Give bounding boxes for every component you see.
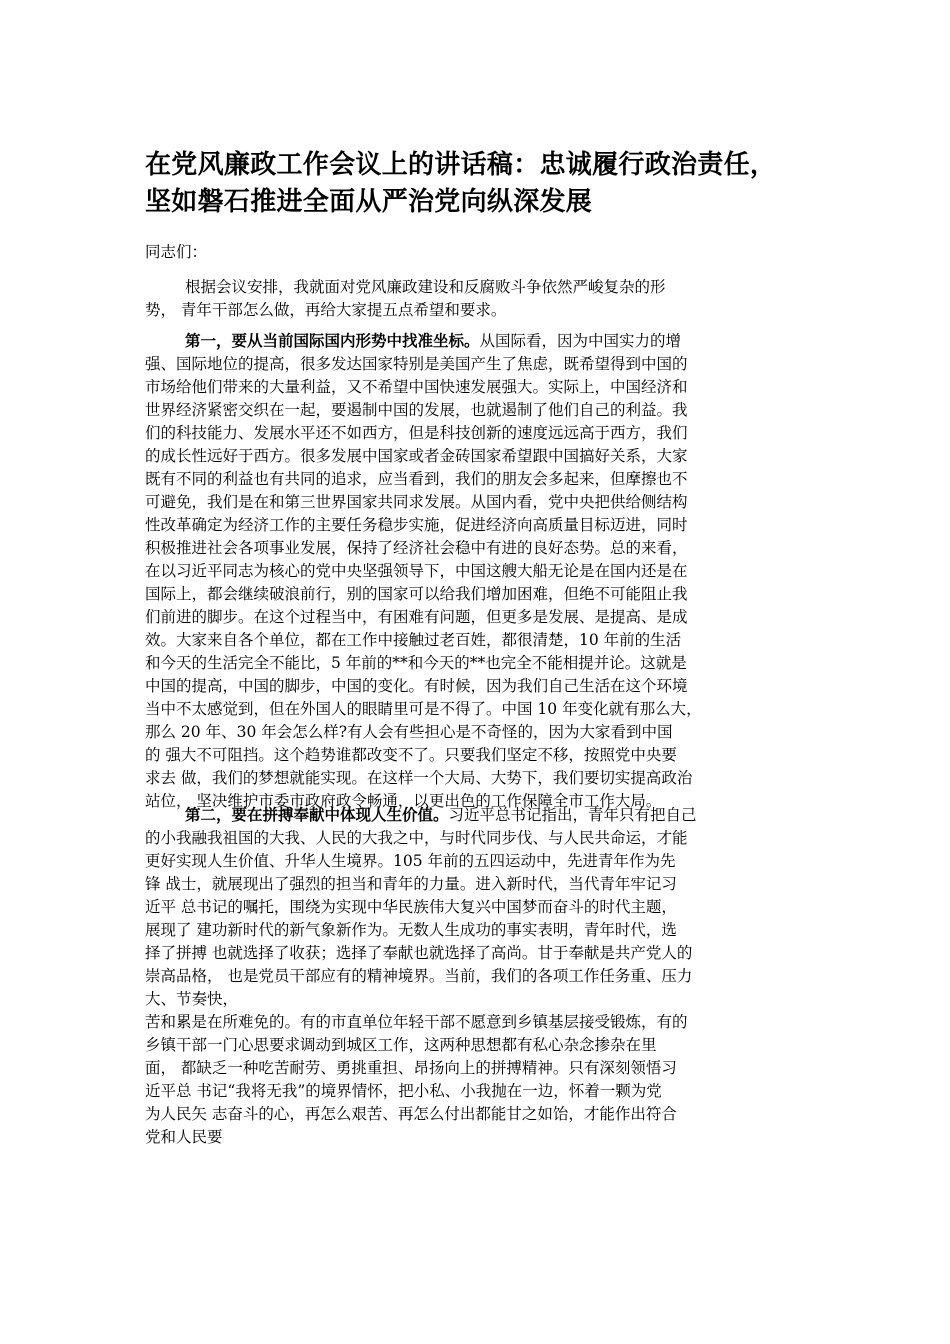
paragraph-line: 党和人民要 [145, 1128, 223, 1146]
paragraph-line: 积极推进社会各项事业发展，保持了经济社会稳中有进的良好态势。总的来看， [145, 539, 688, 557]
paragraph-line: 的成长性远好于西方。很多发展中国家或者金砖国家希望跟中国搞好关系，大家 [145, 447, 688, 465]
intro-paragraph [145, 276, 805, 322]
paragraph-first-line [145, 329, 805, 353]
first-point-heading: 第一，要从当前国际国内形势中找准坐标。 [185, 331, 480, 350]
paragraph-line: 的小我融我祖国的大我、人民的大我之中，与时代同步伐、与人民共命运，才能 [145, 829, 688, 847]
paragraph-line: 性改革确定为经济工作的主要任务稳步实施，促进经济向高质量目标迈进，同时 [145, 516, 688, 534]
paragraph-line: 的 强大不可阻挡。这个趋势谁都改变不了。只要我们坚定不移，按照党中央要 [145, 746, 677, 764]
second-point-heading: 第二，要在拼搏奉献中体现人生价值。 [185, 805, 449, 824]
greeting: 同志们： [145, 243, 208, 261]
paragraph-line: 中国的提高，中国的脚步，中国的变化。有时候，因为我们自己生活在这个环境 [145, 677, 688, 695]
second-point-line1-text: 习近平总书记指出，青年只有把自己 [448, 806, 697, 824]
paragraph-line: 国际上，都会继续破浪前行，别的国家可以给我们增加困难，但绝不可能阻止我 [145, 585, 688, 603]
paragraph-line: 效。大家来自各个单位，都在工作中接触过老百姓，都很清楚，10 年前的生活 [145, 631, 682, 649]
paragraph-line: 求去 做，我们的梦想就能实现。在这样一个大局、大势下，我们要切实提高政治 [145, 769, 693, 787]
paragraph-line: 强、国际地位的提高，很多发达国家特别是美国产生了焦虑，既希望得到中国的 [145, 355, 688, 373]
paragraph-line: 市场给他们带来的大量利益，又不希望中国快速发展强大。实际上，中国经济和 [145, 378, 688, 396]
paragraph-line: 可避免，我们是在和第三世界国家共同求发展。从国内看，党中央把供给侧结构 [145, 493, 688, 511]
paragraph-line: 为人民矢 志奋斗的心，再怎么艰苦、再怎么付出都能甘之如饴，才能作出符合 [145, 1105, 677, 1123]
paragraph-line: 近平总 书记“我将无我”的境界情怀，把小私、小我抛在一边，怀着一颗为党 [145, 1082, 662, 1100]
paragraph-line: 那么 20 年、30 年会怎么样?有人会有些担心是不奇怪的，因为大家看到中国 [145, 723, 673, 741]
paragraph-line: 们的科技能力、发展水平还不如西方，但是科技创新的速度远远高于西方，我们 [145, 424, 688, 442]
paragraph-line: 更好实现人生价值、升华人生境界。105 年前的五四运动中，先进青年作为先 [145, 852, 676, 870]
title-line-1: 在党风廉政工作会议上的讲话稿：忠诚履行政治责任， [145, 150, 777, 180]
second-point-lines [145, 827, 805, 1149]
paragraph-line: 面， 都缺乏一种吃苦耐劳、勇挑重担、昂扬向上的拼搏精神。只有深刻领悟习 [145, 1059, 677, 1077]
paragraph-first-line [145, 803, 805, 827]
paragraph-line: 当中不太感觉到，但在外国人的眼睛里可是不得了。中国 10 年变化就有那么大， [145, 700, 702, 718]
paragraph-line: 在以习近平同志为核心的党中央坚强领导下，中国这艘大船无论是在国内还是在 [145, 562, 688, 580]
paragraph-line: 大、节奏快， [145, 990, 239, 1008]
paragraph-line: 择了拼搏 也就选择了收获；选择了奉献也就选择了高尚。甘于奉献是共产党人的 [145, 944, 693, 962]
paragraph-line: 乡镇干部一门心思要求调动到城区工作，这两种思想都有私心杂念掺杂在里 [145, 1036, 657, 1054]
paragraph-line: 崇高品格， 也是党员干部应有的精神境界。当前，我们的各项工作任务重、压力 [145, 967, 693, 985]
second-point-paragraph [145, 803, 805, 1149]
paragraph-line: 既有不同的利益也有共同的追求，应当看到，我们的朋友会多起来，但摩擦也不 [145, 470, 688, 488]
paragraph-line: 们前进的脚步。在这个过程当中，有困难有问题，但更多是发展、是提高、是成 [145, 608, 688, 626]
paragraph-line: 站位， 坚决维护市委市政府政令畅通，以更出色的工作保障全市工作大局。 [145, 792, 662, 810]
first-point-line1-text: 从国际看，因为中国实力的增 [479, 332, 682, 350]
paragraph-line: 锋 战士，就展现出了强烈的担当和青年的力量。进入新时代，当代青年牢记习 [145, 875, 677, 893]
first-point-paragraph [145, 329, 805, 813]
document-title [145, 147, 825, 221]
title-line-2: 坚如磐石推进全面从严治党向纵深发展 [145, 187, 593, 217]
paragraph-line: 势， 青年干部怎么做，再给大家提五点希望和要求。 [145, 301, 507, 319]
paragraph-line: 近平 总书记的嘱托，围绕为实现中华民族伟大复兴中国梦而奋斗的时代主题， [145, 898, 677, 916]
paragraph-line: 和今天的生活完全不能比，5 年前的**和今天的**也完全不能相提并论。这就是 [145, 654, 687, 672]
paragraph-line: 根据会议安排，我就面对党风廉政建设和反腐败斗争依然严峻复杂的形 [185, 278, 666, 296]
paragraph-line: 展现了 建功新时代的新气象新作为。无数人生成功的事实表明，青年时代，选 [145, 921, 677, 939]
paragraph-line: 世界经济紧密交织在一起，要遏制中国的发展，也就遏制了他们自己的利益。我 [145, 401, 688, 419]
first-point-lines [145, 353, 805, 813]
paragraph-line: 苦和累是在所难免的。有的市直单位年轻干部不愿意到乡镇基层接受锻炼，有的 [145, 1013, 688, 1031]
